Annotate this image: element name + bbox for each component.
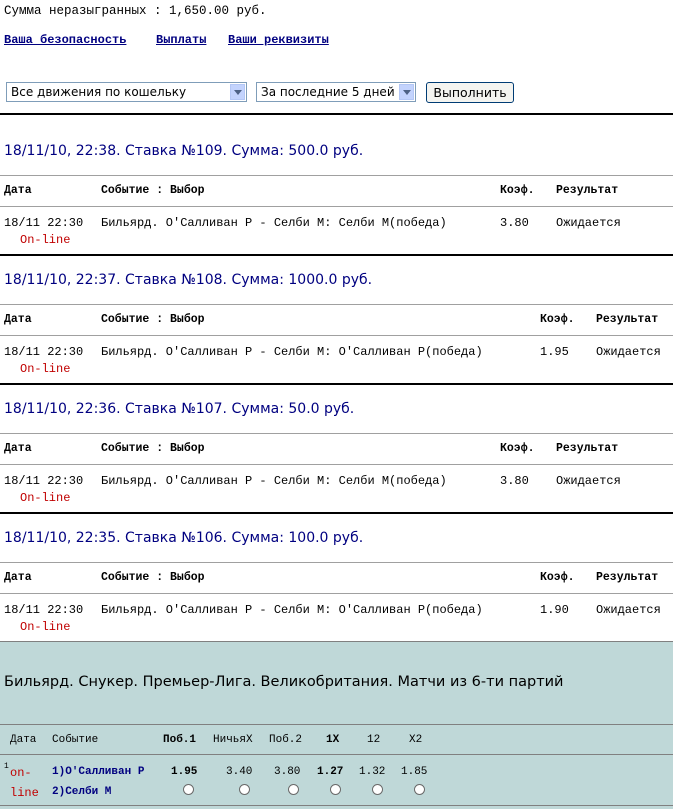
odds-12: 1.32 [359,766,386,778]
chevron-down-icon[interactable] [230,84,245,100]
event-title: Бильярд. Снукер. Премьер-Лига. Великобритания. Матчи из 6-ти партий [4,674,564,690]
odds-x2: 1.85 [401,766,428,778]
ev-col-x2: X2 [409,734,423,746]
bet-result: Ожидается [556,216,621,230]
bet-coef: 3.80 [500,216,529,230]
requisites-link[interactable]: Ваши реквизиты [228,33,329,47]
ev-col-win2: Поб.2 [269,734,303,746]
col-event: Событие : Выбор [101,442,205,455]
ev-col-event: Событие [52,734,99,746]
col-coef: Коэф. [540,571,575,584]
divider [0,724,673,725]
bet-result: Ожидается [596,345,661,359]
bet-result: Ожидается [556,474,621,488]
col-result: Результат [556,442,619,455]
odds-draw: 3.40 [226,766,253,778]
ev-col-12: 12 [367,734,381,746]
ev-row-index: 1 [4,762,9,771]
col-result: Результат [596,571,659,584]
bet-title: 18/11/10, 22:38. Ставка №109. Сумма: 500.0 руб. [4,143,364,159]
bet-result: Ожидается [596,603,661,617]
radio-draw[interactable] [239,784,250,795]
divider [0,562,673,563]
ev-col-draw: НичьяX [213,734,253,746]
ev-mode-2: line [10,786,39,800]
bet-event: Бильярд. О'Салливан Р - Селби М: О'Салливан Р(победа) [101,345,483,359]
bet-coef: 3.80 [500,474,529,488]
divider [0,464,673,465]
security-link[interactable]: Ваша безопасность [4,33,127,47]
balance-label: Сумма неразыгранных : 1,650.00 руб. [4,4,267,18]
divider [0,304,673,305]
divider [0,254,673,256]
divider [0,805,673,806]
col-coef: Коэф. [500,442,535,455]
bet-mode: On-line [20,491,71,505]
divider [0,206,673,207]
radio-win1[interactable] [183,784,194,795]
col-result: Результат [556,184,619,197]
payouts-link[interactable]: Выплаты [156,33,207,47]
period-select-value: За последние 5 дней [261,85,395,99]
col-coef: Коэф. [540,313,575,326]
col-result: Результат [596,313,659,326]
bet-date: 18/11 22:30 [4,474,84,488]
bet-date: 18/11 22:30 [4,216,84,230]
chevron-down-icon[interactable] [399,84,414,100]
bet-title: 18/11/10, 22:36. Ставка №107. Сумма: 50.0 руб. [4,401,355,417]
bet-coef: 1.90 [540,603,569,617]
bet-mode: On-line [20,233,71,247]
col-date: Дата [4,571,32,584]
ev-team1: 1)О'Салливан Р [52,766,145,778]
odds-1x: 1.27 [317,766,344,778]
radio-12[interactable] [372,784,383,795]
col-event: Событие : Выбор [101,571,205,584]
divider [0,641,673,642]
ev-col-date: Дата [10,734,37,746]
bet-date: 18/11 22:30 [4,603,84,617]
col-coef: Коэф. [500,184,535,197]
bet-event: Бильярд. О'Салливан Р - Селби М: Селби М(победа) [101,216,447,230]
bet-title: 18/11/10, 22:37. Ставка №108. Сумма: 1000.0 руб. [4,272,373,288]
bet-title: 18/11/10, 22:35. Ставка №106. Сумма: 100.0 руб. [4,530,364,546]
col-event: Событие : Выбор [101,184,205,197]
ev-col-1x: 1X [326,734,340,746]
radio-x2[interactable] [414,784,425,795]
bet-date: 18/11 22:30 [4,345,84,359]
divider [0,383,673,385]
bet-mode: On-line [20,362,71,376]
odds-win1: 1.95 [171,766,198,778]
ev-mode-1: on- [10,766,32,780]
ev-team2: 2)Селби М [52,786,112,798]
movement-select-value: Все движения по кошельку [11,85,187,99]
col-date: Дата [4,442,32,455]
run-button[interactable]: Выполнить [426,82,514,103]
divider [0,754,673,755]
divider [0,512,673,514]
divider [0,113,673,115]
divider [0,335,673,336]
ev-col-win1: Поб.1 [163,734,197,746]
radio-1x[interactable] [330,784,341,795]
odds-win2: 3.80 [274,766,301,778]
bet-event: Бильярд. О'Салливан Р - Селби М: Селби М(победа) [101,474,447,488]
bet-event: Бильярд. О'Салливан Р - Селби М: О'Салливан Р(победа) [101,603,483,617]
period-select[interactable] [256,82,416,102]
col-date: Дата [4,313,32,326]
movement-select[interactable] [6,82,247,102]
col-date: Дата [4,184,32,197]
divider [0,175,673,176]
divider [0,433,673,434]
bet-mode: On-line [20,620,71,634]
radio-win2[interactable] [288,784,299,795]
bet-coef: 1.95 [540,345,569,359]
col-event: Событие : Выбор [101,313,205,326]
divider [0,593,673,594]
